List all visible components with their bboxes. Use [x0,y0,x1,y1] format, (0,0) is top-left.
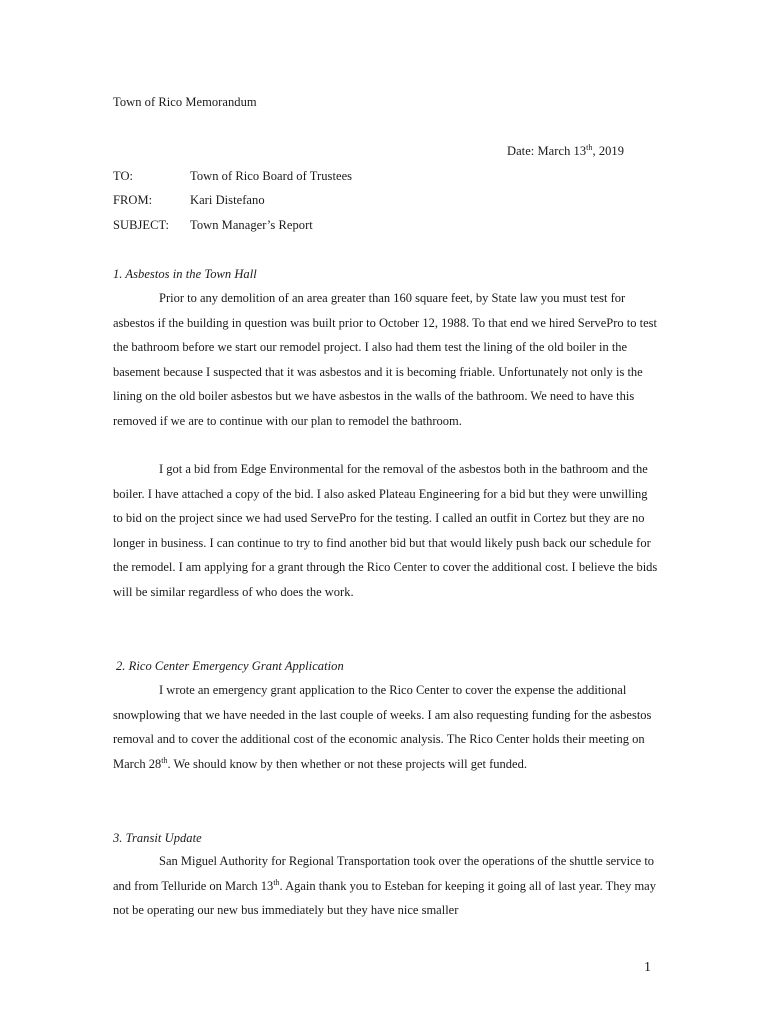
section-2-text-after: . We should know by then whether or not these projects will get funded. [167,756,527,771]
section-3-heading: 3. Transit Update [113,831,202,845]
subject-label: SUBJECT: [113,218,170,232]
memo-date-sup: th [586,142,593,152]
from-value: Kari Distefano [190,193,265,207]
from-label: FROM: [113,193,153,207]
memo-date-text: Date: March 13 [507,144,587,158]
memo-date [507,143,624,159]
section-3-paragraph-1 [113,849,659,923]
section-2-sup: th [161,755,168,765]
section-3-text-after: . Again thank you to Esteban for keeping it going all of last year. They may not be operating our new bus immediately but they have nice smaller [113,878,656,918]
section-3-text: San Miguel Authority for Regional Transportation took over the operations of the shuttle service to and from Telluride on March 13 [113,854,655,893]
memo-date-year: , 2019 [592,144,625,158]
section-2-text: I wrote an emergency grant application to the Rico Center to cover the expense the additional snowplowing that we have needed in the last couple of weeks. I am also requesting funding for the asbestos removal and to cover the additional cost of the economic analysis. The Rico Center holds their meeting on March 28 [113,683,652,771]
section-1-paragraph-1: Prior to any demolition of an area greater than 160 square feet, by State law you must test for asbestos if the building in question was built prior to October 12, 1988. To that end we hired ServePro to test the bathroom before we start our remodel project. I also had them test the lining of the old boiler in the basement because I suspected that it was asbestos and it is becoming friable. Unfortunately not only is the lining on the old boiler asbestos but we have asbestos in the walls of the bathroom. We need to have this removed if we are to continue with our plan to remodel the bathroom. [113,291,657,428]
to-label: TO: [113,169,134,183]
section-2-paragraph-1 [113,678,659,776]
memo-title: Town of Rico Memorandum [113,95,257,109]
page-number: 1 [644,960,651,975]
section-2-heading: 2. Rico Center Emergency Grant Application [116,659,344,673]
section-3-sup: th [273,877,280,887]
subject-value: Town Manager’s Report [190,218,313,232]
to-value: Town of Rico Board of Trustees [190,169,353,183]
section-1-heading: 1. Asbestos in the Town Hall [113,267,257,281]
section-1-paragraph-2: I got a bid from Edge Environmental for the removal of the asbestos both in the bathroom and the boiler. I have attached a copy of the bid. I also asked Plateau Engineering for a bid but they were unwilling to bid on the project since we had used ServePro for the testing. I called an outfit in Cortez but they are no longer in business. I can continue to try to find another bid but that would likely push back our schedule for the remodel. I am applying for a grant through the Rico Center to cover the additional cost. I believe the bids will be similar regardless of who does the work. [113,462,658,599]
